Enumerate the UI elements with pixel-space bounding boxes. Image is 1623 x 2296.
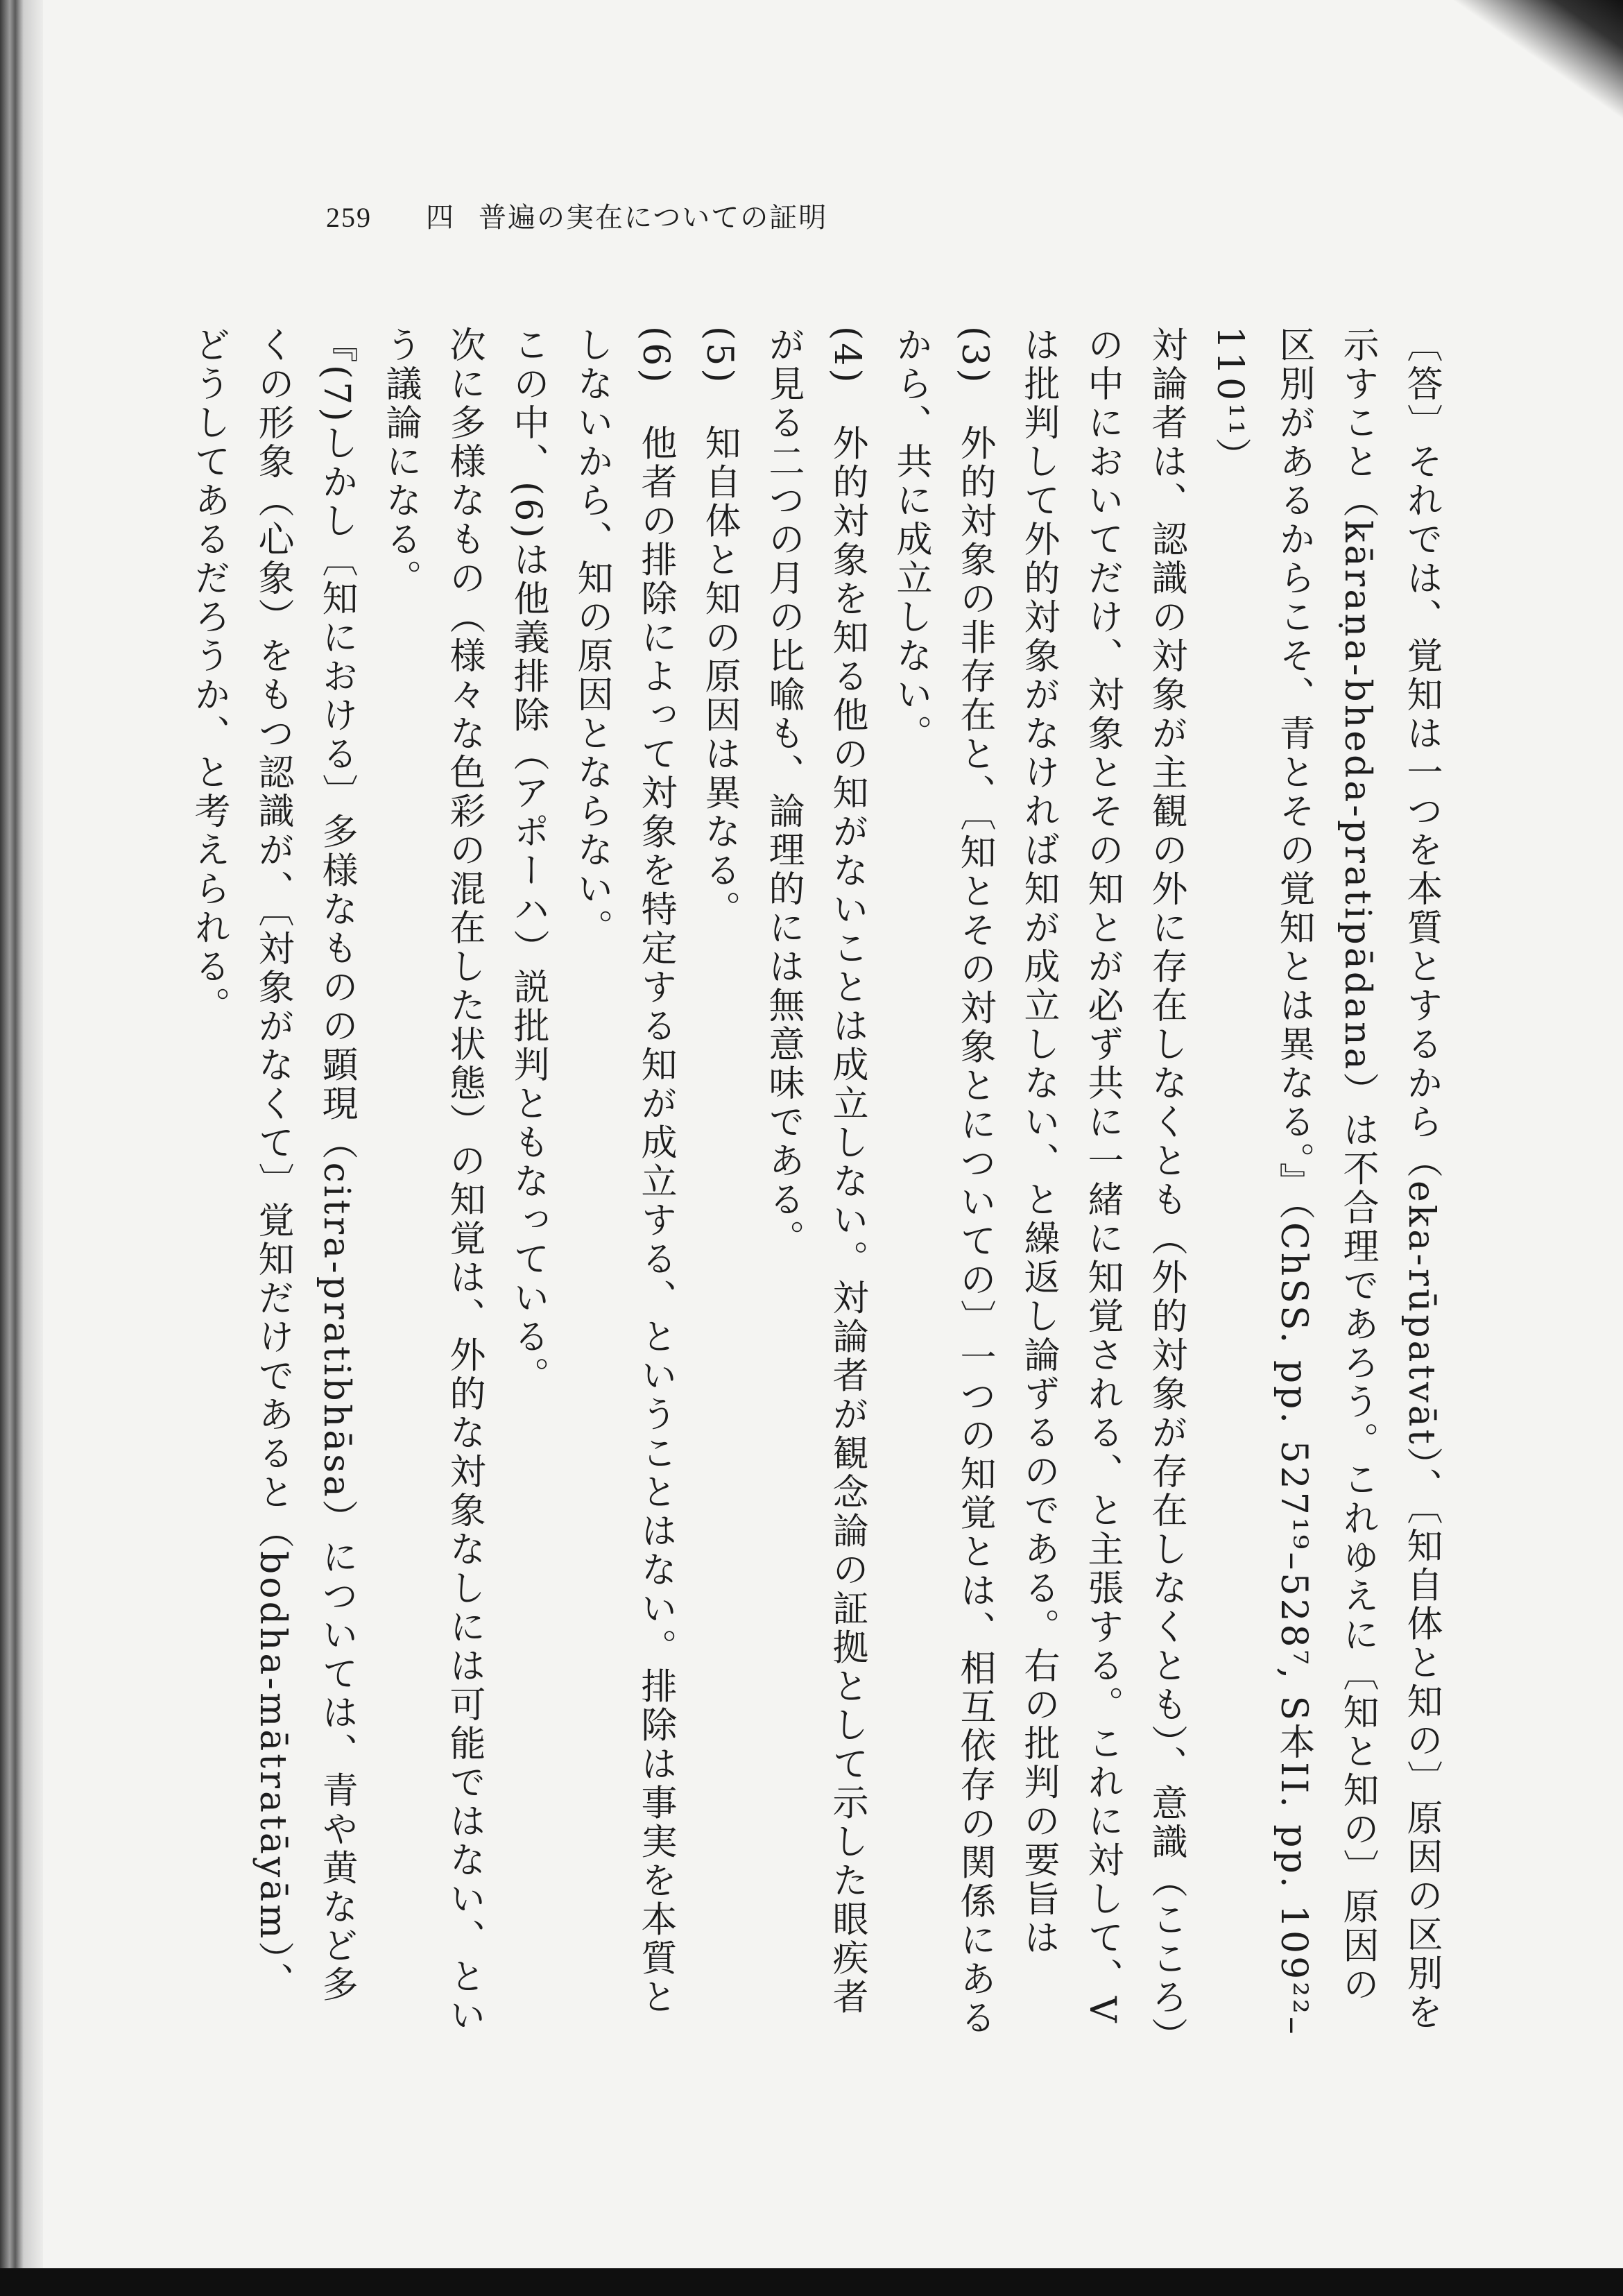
page-number: 259: [326, 202, 372, 233]
point-6: (6) 他者の排除によって対象を特定する知が成立する、ということはない。排除は事実を本質としないから、知の原因とならない。: [571, 326, 676, 2017]
point-3: (3) 外的対象の非存在と、〔知とその対象とについての〕一つの知覚とは、相互依存の関係にあるから、共に成立しない。: [890, 326, 995, 2038]
paragraph-opponent: 対論者は、認識の対象が主観の外に存在しなくとも（外的対象が存在しなくとも）、意識（こころ）の中においてだけ、対象とその知とが必ず共に一緒に知覚される、と主張する。これに対して、Vは批判して外的対象がなければ知が成立しない、と繰返し論ずるのである。右の批判の要旨は: [1017, 326, 1187, 2038]
scan-corner-shadow: [1443, 0, 1623, 139]
point-4: (4) 外的対象を知る他の知がないことは成立しない。対論者が観念論の証拠として示した眼疾者が見る二つの月の比喩も、論理的には無意味である。: [762, 326, 868, 2017]
scan-bottom-edge: [0, 2268, 1623, 2296]
paragraph-apoha-note: この中、(6)は他義排除（アポーハ）説批判ともなっている。: [507, 326, 549, 1396]
vertical-body-text: [188, 326, 1453, 2039]
book-binding-shadow: [0, 0, 43, 2296]
paragraph-answer: 〔答〕それでは、覚知は一つを本質とするから（eka-rūpatvāt）、〔知自体と知の〕原因の区別を示すこと（kāraṇa-bheda-pratipādana）は不合理であろう。これゆえに〔知と知の〕原因の区別があるからこそ、青とその覚知とは異なる。』（ChSS. pp. 527¹⁹–528⁷, S本II. pp. 109²²–110¹¹）: [1209, 326, 1442, 2037]
section-title: 普遍の実在についての証明: [479, 202, 828, 234]
section-number: 四: [426, 202, 455, 234]
paragraph-citra: 『(7)しかし〔知における〕多様なものの顕現（citra-pratibhāsa）については、青や黄など多くの形象（心象）をもつ認識が、〔対象がなくて〕覚知だけであると（bodha-mātratāyām）、どうしてあるだろうか、と考えられる。: [188, 326, 357, 2005]
paragraph-next: 次に多様なもの（様々な色彩の混在した状態）の知覚は、外的な対象なしには可能ではない、という議論になる。: [379, 326, 485, 2035]
running-header: [326, 196, 827, 235]
point-5: (5) 知自体と知の原因は異なる。: [698, 326, 740, 929]
